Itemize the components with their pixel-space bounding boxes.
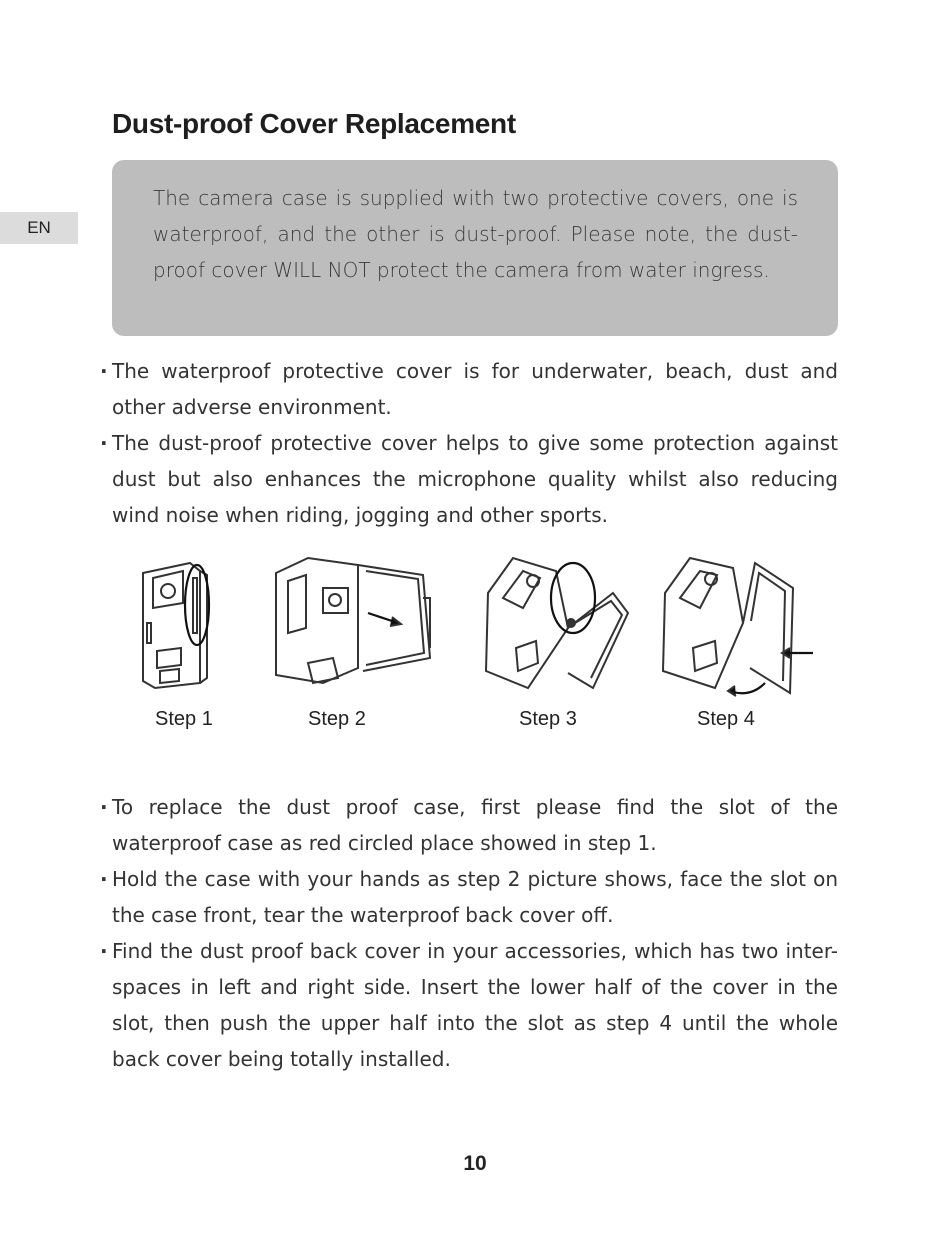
camera-case-step-4-icon	[655, 553, 820, 698]
steps-illustration	[100, 545, 840, 745]
step-2-label: Step 2	[308, 708, 366, 730]
step-3-label: Step 3	[519, 708, 577, 730]
step-4-label: Step 4	[697, 708, 755, 730]
bullet-waterproof: · The waterproof protective cover is for underwater, beach, dust and other adverse environment.	[100, 353, 838, 425]
bullet-install-cover: · Find the dust proof back cover in your accessories, which has two inter-spaces in left and right side. Insert the lower half of the cover in the slot, then push the upper half into the slot as step 4 until the whole back cover being totally installed.	[100, 933, 838, 1077]
note-text: The camera case is supplied with two protective covers, one is waterproof, and the other is dust-proof. Please note, the dust-proof cover WILL NOT protect the camera from water ingress.	[153, 186, 798, 282]
language-tab: EN	[0, 212, 78, 244]
page-title: Dust-proof Cover Replacement	[112, 108, 516, 139]
camera-case-step-1-icon	[135, 553, 225, 693]
bullet-remove-cover: · Hold the case with your hands as step 2 picture shows, face the slot on the case front, tear the waterproof back cover off.	[100, 861, 838, 933]
step-1-label: Step 1	[155, 708, 213, 730]
camera-case-step-2-icon	[268, 553, 443, 693]
bullet-find-slot: · To replace the dust proof case, first please find the slot of the waterproof case as red circled place showed in step 1.	[100, 789, 838, 861]
usage-bullet-list	[100, 353, 838, 533]
page-number: 10	[463, 1152, 487, 1175]
camera-case-step-3-icon	[478, 553, 638, 698]
bullet-dustproof: · The dust-proof protective cover helps to give some protection against dust but also enhances the microphone quality whilst also reducing wind noise when riding, jogging and other sports.	[100, 425, 838, 533]
note-box	[112, 160, 838, 336]
instruction-bullet-list	[100, 789, 838, 1077]
